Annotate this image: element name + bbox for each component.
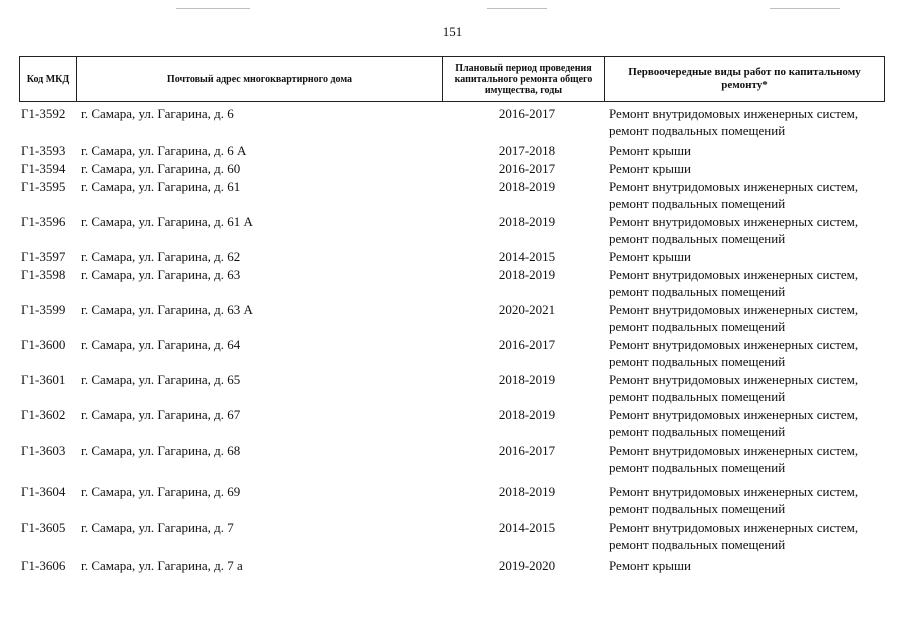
table-header <box>19 56 885 102</box>
priority-works <box>609 557 889 574</box>
priority-works-line: Ремонт внутридомовых инженерных систем, <box>609 106 859 121</box>
priority-works-line: ремонт подвальных помещений <box>609 196 786 211</box>
priority-works-line: ремонт подвальных помещений <box>609 460 786 475</box>
priority-works-line: ремонт подвальных помещений <box>609 284 786 299</box>
priority-works-line: Ремонт внутридомовых инженерных систем, <box>609 267 859 282</box>
postal-address: г. Самара, ул. Гагарина, д. 6 А <box>81 143 247 158</box>
postal-address: г. Самара, ул. Гагарина, д. 61 А <box>81 214 253 229</box>
repair-period: 2014-2015 <box>498 249 556 264</box>
priority-works <box>609 142 889 159</box>
mkd-code: Г1-3605 <box>21 520 66 535</box>
priority-works <box>609 105 889 139</box>
priority-works-line: Ремонт внутридомовых инженерных систем, <box>609 302 859 317</box>
priority-works <box>609 160 889 177</box>
repair-period: 2016-2017 <box>498 106 556 121</box>
page-number: 151 <box>442 24 463 39</box>
priority-works-line: Ремонт внутридомовых инженерных систем, <box>609 520 859 535</box>
priority-works <box>609 519 889 553</box>
priority-works-line: Ремонт внутридомовых инженерных систем, <box>609 337 859 352</box>
mkd-code: Г1-3598 <box>21 267 66 282</box>
mkd-code: Г1-3600 <box>21 337 66 352</box>
postal-address: г. Самара, ул. Гагарина, д. 68 <box>81 443 241 458</box>
repair-period: 2016-2017 <box>498 337 556 352</box>
mkd-code: Г1-3602 <box>21 407 66 422</box>
priority-works-line: ремонт подвальных помещений <box>609 501 786 516</box>
mkd-code: Г1-3596 <box>21 214 66 229</box>
postal-address: г. Самара, ул. Гагарина, д. 65 <box>81 372 241 387</box>
priority-works-line: Ремонт внутридомовых инженерных систем, <box>609 484 859 499</box>
repair-period: 2016-2017 <box>498 443 556 458</box>
scan-artifact-left <box>176 8 250 9</box>
scan-artifact-center <box>487 8 547 9</box>
postal-address: г. Самара, ул. Гагарина, д. 67 <box>81 407 241 422</box>
postal-address: г. Самара, ул. Гагарина, д. 63 <box>81 267 241 282</box>
mkd-code: Г1-3606 <box>21 558 66 573</box>
priority-works <box>609 266 889 300</box>
scan-artifact-right <box>770 8 840 9</box>
priority-works-line: Ремонт крыши <box>609 161 691 176</box>
repair-period: 2016-2017 <box>498 161 556 176</box>
postal-address: г. Самара, ул. Гагарина, д. 64 <box>81 337 241 352</box>
priority-works <box>609 483 889 517</box>
postal-address: г. Самара, ул. Гагарина, д. 62 <box>81 249 241 264</box>
mkd-code: Г1-3601 <box>21 372 66 387</box>
repair-period: 2014-2015 <box>498 520 556 535</box>
postal-address: г. Самара, ул. Гагарина, д. 69 <box>81 484 241 499</box>
repair-period: 2018-2019 <box>498 484 556 499</box>
mkd-code: Г1-3592 <box>21 106 66 121</box>
repair-period: 2019-2020 <box>498 558 556 573</box>
header-period: Плановый период проведения капитального ремонта общего имущества, годы <box>443 57 605 101</box>
priority-works-line: Ремонт внутридомовых инженерных систем, <box>609 372 859 387</box>
priority-works-line: ремонт подвальных помещений <box>609 537 786 552</box>
priority-works <box>609 301 889 335</box>
postal-address: г. Самара, ул. Гагарина, д. 7 <box>81 520 234 535</box>
priority-works <box>609 213 889 247</box>
mkd-code: Г1-3604 <box>21 484 66 499</box>
priority-works-line: ремонт подвальных помещений <box>609 231 786 246</box>
priority-works <box>609 371 889 405</box>
header-works: Первоочередные виды работ по капитальному ремонту* <box>628 66 861 91</box>
priority-works <box>609 336 889 370</box>
mkd-code: Г1-3597 <box>21 249 66 264</box>
mkd-code: Г1-3595 <box>21 179 66 194</box>
header-code: Код МКД <box>20 57 77 101</box>
priority-works-line: ремонт подвальных помещений <box>609 389 786 404</box>
priority-works <box>609 442 889 476</box>
priority-works-line: ремонт подвальных помещений <box>609 319 786 334</box>
priority-works-line: Ремонт крыши <box>609 143 691 158</box>
mkd-code: Г1-3594 <box>21 161 66 176</box>
repair-period: 2018-2019 <box>498 214 556 229</box>
header-address: Почтовый адрес многоквартирного дома <box>77 57 443 101</box>
priority-works-line: Ремонт внутридомовых инженерных систем, <box>609 407 859 422</box>
repair-period: 2018-2019 <box>498 179 556 194</box>
mkd-code: Г1-3599 <box>21 302 66 317</box>
priority-works-line: Ремонт внутридомовых инженерных систем, <box>609 214 859 229</box>
mkd-code: Г1-3593 <box>21 143 66 158</box>
repair-period: 2018-2019 <box>498 407 556 422</box>
mkd-code: Г1-3603 <box>21 443 66 458</box>
priority-works-line: Ремонт крыши <box>609 558 691 573</box>
postal-address: г. Самара, ул. Гагарина, д. 63 А <box>81 302 253 317</box>
priority-works-line: Ремонт внутридомовых инженерных систем, <box>609 179 859 194</box>
priority-works-line: ремонт подвальных помещений <box>609 354 786 369</box>
postal-address: г. Самара, ул. Гагарина, д. 6 <box>81 106 234 121</box>
repair-period: 2018-2019 <box>498 372 556 387</box>
priority-works-line: Ремонт крыши <box>609 249 691 264</box>
priority-works-line: ремонт подвальных помещений <box>609 123 786 138</box>
priority-works-line: ремонт подвальных помещений <box>609 424 786 439</box>
postal-address: г. Самара, ул. Гагарина, д. 7 а <box>81 558 243 573</box>
priority-works <box>609 178 889 212</box>
repair-period: 2017-2018 <box>498 143 556 158</box>
priority-works <box>609 406 889 440</box>
postal-address: г. Самара, ул. Гагарина, д. 61 <box>81 179 241 194</box>
repair-period: 2020-2021 <box>498 302 556 317</box>
repair-period: 2018-2019 <box>498 267 556 282</box>
priority-works <box>609 248 889 265</box>
priority-works-line: Ремонт внутридомовых инженерных систем, <box>609 443 859 458</box>
postal-address: г. Самара, ул. Гагарина, д. 60 <box>81 161 241 176</box>
